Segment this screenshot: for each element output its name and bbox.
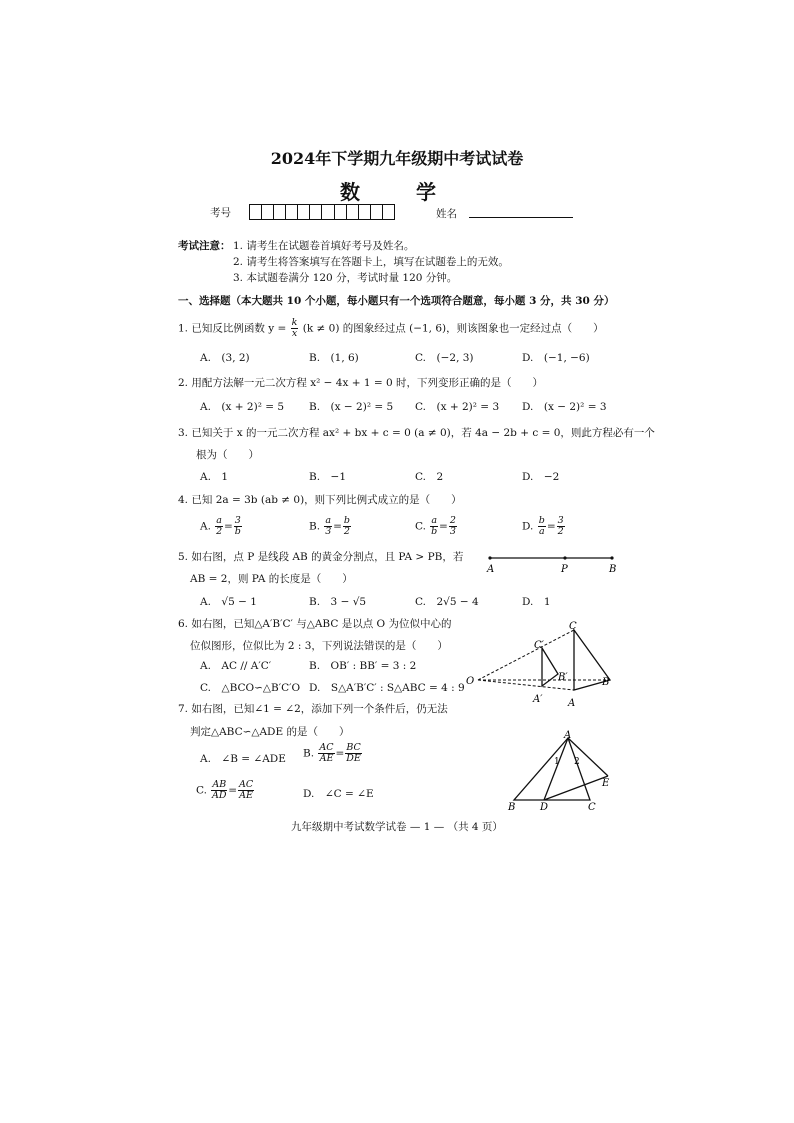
q4-c-l-num: a xyxy=(431,515,438,526)
q3-option-c: C. 2 xyxy=(415,471,444,483)
q4-b-label: B. xyxy=(309,520,321,533)
note-item-2: 2. 请考生将答案填写在答题卡上，填写在试题卷上的无效。 xyxy=(233,256,509,268)
label-a: A xyxy=(568,698,576,709)
q7-b-r-den: DE xyxy=(346,753,361,764)
label-a-prime: A′ xyxy=(533,694,543,705)
q2-option-c: C. (x + 2)² = 3 xyxy=(415,401,500,413)
q6-option-d: D. S△A′B′C′ : S△ABC = 4 : 9 xyxy=(309,682,465,694)
label-a: A xyxy=(487,564,495,575)
q7-option-d: D. ∠C = ∠E xyxy=(303,788,374,800)
question-4-stem: 4. 已知 2a = 3b (ab ≠ 0)，则下列比例式成立的是（ ） xyxy=(178,494,462,506)
q4-d-left-frac xyxy=(538,516,546,537)
q4-b-l-den: 3 xyxy=(325,526,332,537)
subject-title: 数 学 xyxy=(340,180,454,204)
q4-d-l-den: a xyxy=(538,526,545,537)
segment-de xyxy=(544,776,608,800)
q4-d-label: D. xyxy=(522,520,534,533)
label-c: C xyxy=(588,802,596,813)
q7-c-l-num: AB xyxy=(212,779,227,790)
q4-option-c: C. $\frac{a}{b}$ = $\frac{2}{3}$ xyxy=(415,515,456,537)
label-e: E xyxy=(602,778,610,789)
q6-option-b: B. OB′ : BB′ = 3 : 2 xyxy=(309,660,417,672)
q3-option-d: D. −2 xyxy=(522,471,560,483)
q5-option-a: A. √5 − 1 xyxy=(200,596,257,608)
note-item-1: 1. 请考生在试题卷首填好考号及姓名。 xyxy=(233,240,415,252)
q4-a-label: A. xyxy=(200,520,211,533)
label-b-prime: B′ xyxy=(558,672,568,683)
exam-no-boxes xyxy=(249,204,395,220)
q4-c-left-frac xyxy=(430,516,438,537)
q1-option-a: A. (3, 2) xyxy=(200,352,250,364)
q5-option-b: B. 3 − √5 xyxy=(309,596,367,608)
exam-title: 2024年下学期九年级期中考试试卷 xyxy=(270,149,524,168)
q4-d-r-num: 3 xyxy=(557,515,564,526)
question-2-stem: 2. 用配方法解一元二次方程 x² − 4x + 1 = 0 时，下列变形正确的是（ ） xyxy=(178,377,544,389)
q7-option-a: A. ∠B = ∠ADE xyxy=(200,753,286,765)
label-angle-2: 2 xyxy=(574,757,580,767)
section-1-title: 一、选择题（本大题共 10 个小题，每小题只有一个选项符合题意，每小题 3 分，共 30 分） xyxy=(178,295,615,307)
q4-a-l-num: a xyxy=(216,515,222,526)
label-c-prime: C′ xyxy=(534,640,544,651)
q4-c-r-num: 2 xyxy=(449,515,456,526)
question-5-stem-line-2: AB = 2，则 PA 的长度是（ ） xyxy=(190,573,353,585)
q3-option-b: B. −1 xyxy=(309,471,347,483)
q4-c-label: C. xyxy=(415,520,426,533)
q7-option-b: B. $\frac{AC}{AE}$ = $\frac{BC}{DE}$ xyxy=(303,742,361,764)
q5-segment-figure xyxy=(480,548,620,576)
note-item-3: 3. 本试题卷满分 120 分，考试时量 120 分钟。 xyxy=(233,272,458,284)
q7-b-label: B. xyxy=(303,747,315,760)
page-footer: 九年级期中考试数学试卷 — 1 — （共 4 页） xyxy=(291,821,503,833)
q4-b-right-frac xyxy=(343,516,351,537)
label-angle-1: 1 xyxy=(554,757,560,767)
q7-c-left-frac xyxy=(211,780,227,801)
q4-b-l-num: a xyxy=(325,515,332,526)
exam-no-label: 考号 xyxy=(210,207,231,219)
segment-ad xyxy=(544,738,568,800)
q3-option-a: A. 1 xyxy=(200,471,229,483)
q1-frac-den: x xyxy=(291,328,298,339)
q4-b-r-num: b xyxy=(343,515,350,526)
question-3-stem-line-1: 3. 已知关于 x 的一元二次方程 ax² + bx + c = 0 (a ≠ 0)，若 4a − 2b + c = 0，则此方程必有一个 xyxy=(178,427,655,439)
q4-a-l-den: 2 xyxy=(216,526,223,537)
q5-option-d: D. 1 xyxy=(522,596,551,608)
q4-d-right-frac xyxy=(557,516,565,537)
q7-c-l-den: AD xyxy=(212,790,227,801)
notes-label: 考试注意： xyxy=(178,240,231,252)
name-underline xyxy=(469,217,573,218)
question-7-stem-line-1: 7. 如右图，已知∠1 = ∠2，添加下列一个条件后，仍无法 xyxy=(178,703,448,715)
q4-b-left-frac xyxy=(324,516,332,537)
label-b: B xyxy=(508,802,516,813)
q2-option-d: D. (x − 2)² = 3 xyxy=(522,401,607,413)
q6-homothety-figure xyxy=(462,618,622,718)
q1-frac-num: k xyxy=(291,317,298,328)
q1-option-c: C. (−2, 3) xyxy=(415,352,474,364)
q7-triangle-figure xyxy=(498,730,618,814)
q4-a-right-frac xyxy=(234,516,242,537)
q4-d-l-num: b xyxy=(538,515,545,526)
question-6-stem-line-2: 位似图形，位似比为 2 : 3，下列说法错误的是（ ） xyxy=(190,640,448,652)
q7-option-c: C. $\frac{AB}{AD}$ = $\frac{AC}{AE}$ xyxy=(196,779,254,801)
q7-c-r-num: AC xyxy=(239,779,254,790)
q7-c-r-den: AE xyxy=(239,790,253,801)
q1-option-b: B. (1, 6) xyxy=(309,352,359,364)
q4-c-right-frac xyxy=(449,516,457,537)
q4-option-a: A. $\frac{a}{2}$ = $\frac{3}{b}$ xyxy=(200,515,241,537)
q4-a-left-frac xyxy=(215,516,223,537)
q5-option-c: C. 2√5 − 4 xyxy=(415,596,479,608)
q7-c-label: C. xyxy=(196,784,207,797)
label-c: C xyxy=(569,621,577,632)
q7-c-right-frac xyxy=(238,780,254,801)
q7-b-r-num: BC xyxy=(346,742,361,753)
point-b xyxy=(610,556,613,559)
label-a: A xyxy=(564,730,572,741)
q2-option-a: A. (x + 2)² = 5 xyxy=(200,401,285,413)
question-5-stem-line-1: 5. 如右图，点 P 是线段 AB 的黄金分割点，且 PA > PB，若 xyxy=(178,551,464,563)
q4-d-r-den: 2 xyxy=(557,526,564,537)
q7-b-l-num: AC xyxy=(319,742,334,753)
label-b: B xyxy=(602,677,610,688)
q4-c-r-den: 3 xyxy=(449,526,456,537)
point-a xyxy=(488,556,491,559)
q4-a-r-num: 3 xyxy=(234,515,241,526)
label-o: O xyxy=(466,676,475,687)
q7-b-l-den: AE xyxy=(319,753,334,764)
question-3-stem-line-2: 根为（ ） xyxy=(196,449,259,461)
name-label: 姓名 xyxy=(436,208,457,220)
q4-option-b: B. $\frac{a}{3}$ = $\frac{b}{2}$ xyxy=(309,515,350,537)
q4-option-d: D. $\frac{b}{a}$ = $\frac{3}{2}$ xyxy=(522,515,564,537)
q6-option-a: A. AC // A′C′ xyxy=(200,660,272,672)
label-p: P xyxy=(561,564,568,575)
q1-option-d: D. (−1, −6) xyxy=(522,352,590,364)
q1-fraction xyxy=(291,318,299,339)
q2-option-b: B. (x − 2)² = 5 xyxy=(309,401,394,413)
q1-stem-part-b: (k ≠ 0) 的图象经过点 (−1, 6)，则该图象也一定经过点（ ） xyxy=(302,322,604,335)
q4-c-l-den: b xyxy=(431,526,438,537)
question-7-stem-line-2: 判定△ABC∽△ADE 的是（ ） xyxy=(190,726,350,738)
q7-b-left-frac xyxy=(318,743,334,764)
label-b: B xyxy=(609,564,617,575)
q6-option-c: C. △BCO∽△B′C′O xyxy=(200,682,301,694)
q7-b-right-frac xyxy=(345,743,361,764)
q4-b-r-den: 2 xyxy=(343,526,350,537)
point-p xyxy=(563,556,566,559)
question-6-stem-line-1: 6. 如右图，已知△A′B′C′ 与△ABC 是以点 O 为位似中心的 xyxy=(178,618,452,630)
q1-stem-part-a: 1. 已知反比例函数 y = xyxy=(178,322,287,335)
label-d: D xyxy=(540,802,549,813)
question-1-stem xyxy=(178,318,604,339)
q4-a-r-den: b xyxy=(234,526,241,537)
